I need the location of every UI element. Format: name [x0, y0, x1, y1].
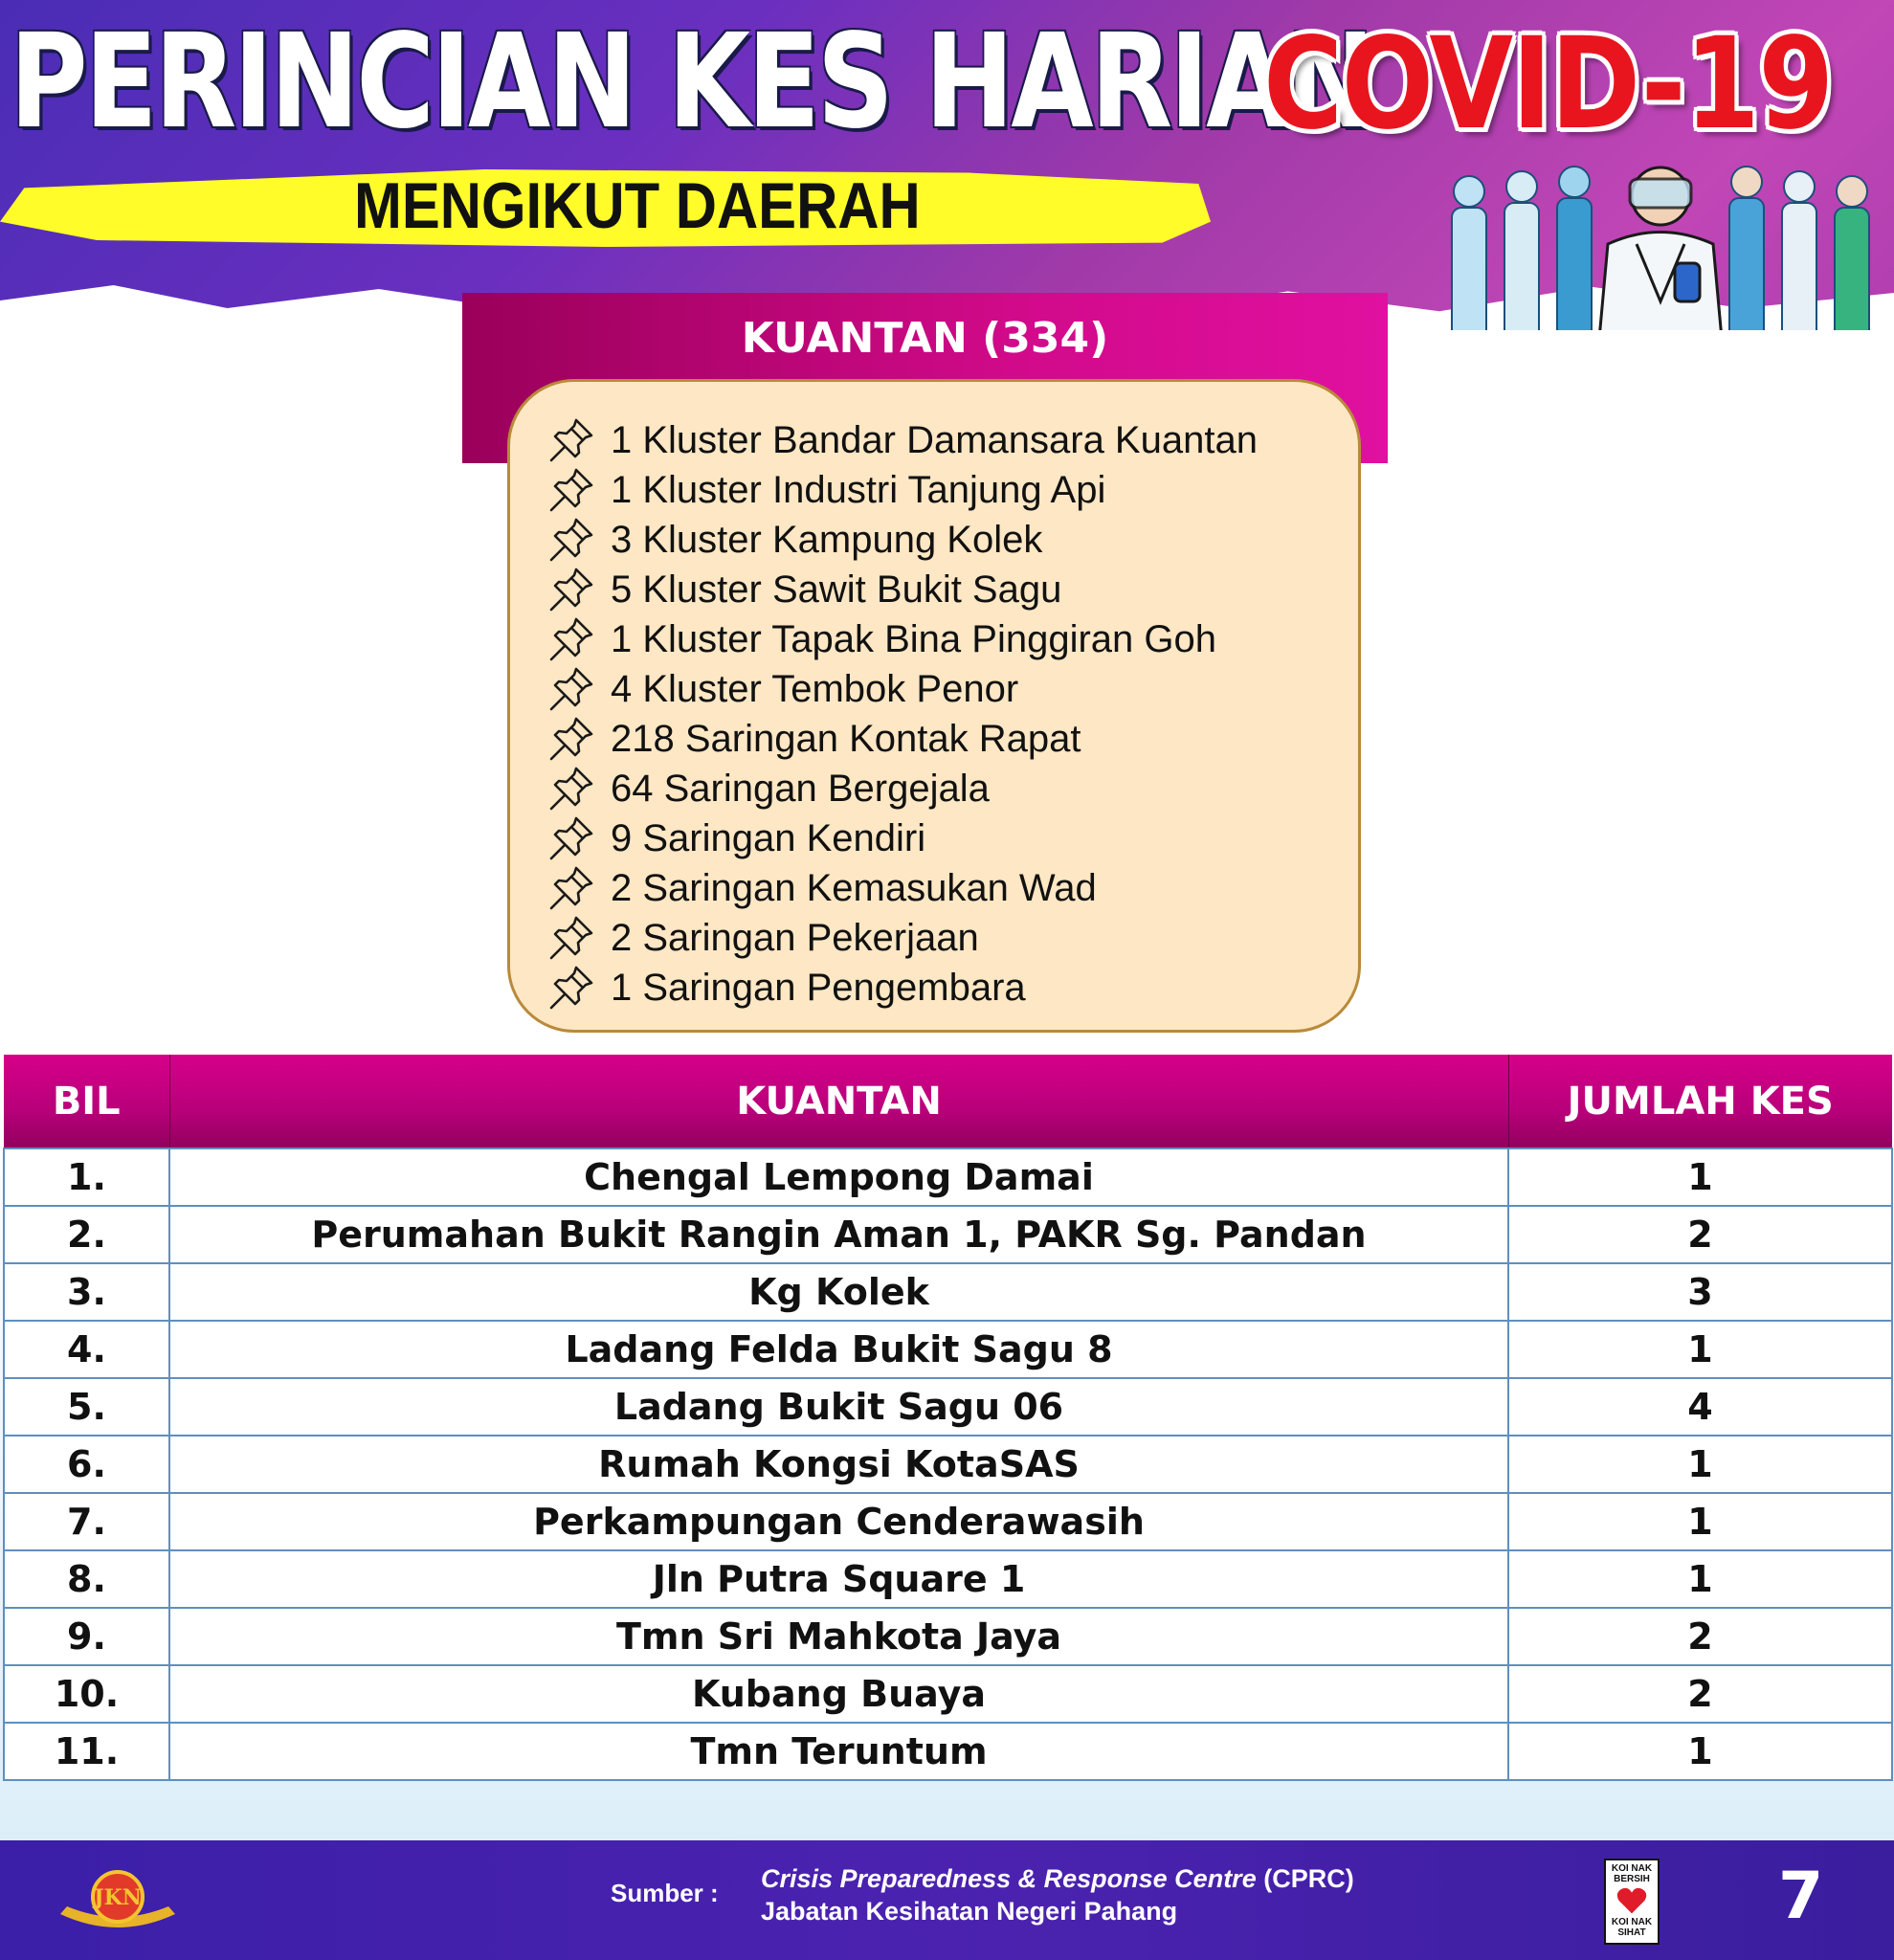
- summary-item: [547, 515, 1258, 565]
- summary-item: [547, 714, 1258, 764]
- summary-item-text: 1 Kluster Industri Tanjung Api: [611, 468, 1106, 511]
- cell-bil: 7.: [4, 1493, 169, 1550]
- pushpin-icon: [547, 964, 595, 1012]
- source-org: [761, 1864, 1354, 1894]
- header-banner: [0, 0, 1894, 330]
- jkn-logo: [56, 1864, 180, 1933]
- page-subtitle: MENGIKUT DAERAH: [354, 169, 921, 242]
- cases-table: [3, 1055, 1893, 1781]
- cell-location: Ladang Bukit Sagu 06: [169, 1378, 1508, 1436]
- cell-location: Perumahan Bukit Rangin Aman 1, PAKR Sg. Pandan: [169, 1206, 1508, 1263]
- covid-title: COVID-19: [1263, 11, 1833, 158]
- cell-location: Kubang Buaya: [169, 1665, 1508, 1723]
- summary-item: [547, 863, 1258, 913]
- source-dept: Jabatan Kesihatan Negeri Pahang: [761, 1897, 1178, 1926]
- summary-item-text: 9 Saringan Kendiri: [611, 816, 926, 859]
- cell-bil: 2.: [4, 1206, 169, 1263]
- cell-location: Ladang Felda Bukit Sagu 8: [169, 1321, 1508, 1378]
- cell-location: Perkampungan Cenderawasih: [169, 1493, 1508, 1550]
- summary-item: [547, 764, 1258, 813]
- cell-bil: 6.: [4, 1436, 169, 1493]
- cell-bil: 8.: [4, 1550, 169, 1608]
- summary-item-text: 5 Kluster Sawit Bukit Sagu: [611, 568, 1062, 611]
- table-row: [4, 1493, 1892, 1550]
- summary-item: [547, 963, 1258, 1013]
- cell-location: Kg Kolek: [169, 1263, 1508, 1321]
- table-row: [4, 1263, 1892, 1321]
- table-row: [4, 1550, 1892, 1608]
- cell-jumlah-kes: 1: [1508, 1493, 1892, 1550]
- cell-bil: 3.: [4, 1263, 169, 1321]
- summary-item: [547, 913, 1258, 963]
- cell-bil: 10.: [4, 1665, 169, 1723]
- table-row: [4, 1206, 1892, 1263]
- pushpin-icon: [547, 814, 595, 862]
- koi-logo-top-text: KOI NAK BERSIH: [1611, 1863, 1653, 1884]
- cell-jumlah-kes: 3: [1508, 1263, 1892, 1321]
- koi-logo-bottom-text: KOI NAK SIHAT: [1611, 1917, 1653, 1938]
- summary-item: [547, 664, 1258, 714]
- summary-item: [547, 614, 1258, 664]
- cell-bil: 1.: [4, 1148, 169, 1206]
- summary-item: [547, 415, 1258, 465]
- summary-item-text: 2 Saringan Kemasukan Wad: [611, 866, 1097, 909]
- cell-jumlah-kes: 1: [1508, 1723, 1892, 1780]
- header-jumlah-kes: JUMLAH KES: [1508, 1055, 1892, 1148]
- summary-item: [547, 465, 1258, 515]
- cell-location: Rumah Kongsi KotaSAS: [169, 1436, 1508, 1493]
- pushpin-icon: [547, 715, 595, 763]
- pushpin-icon: [547, 914, 595, 962]
- summary-item-text: 218 Saringan Kontak Rapat: [611, 717, 1081, 760]
- table-row: [4, 1148, 1892, 1206]
- cell-location: Tmn Teruntum: [169, 1723, 1508, 1780]
- pushpin-icon: [547, 665, 595, 713]
- header-bil: BIL: [4, 1055, 169, 1148]
- table-row: [4, 1378, 1892, 1436]
- pushpin-icon: [547, 516, 595, 564]
- pushpin-icon: [547, 566, 595, 613]
- summary-item: [547, 813, 1258, 863]
- cell-jumlah-kes: 4: [1508, 1378, 1892, 1436]
- pushpin-icon: [547, 416, 595, 464]
- cell-bil: 5.: [4, 1378, 169, 1436]
- summary-item-text: 1 Kluster Bandar Damansara Kuantan: [611, 418, 1258, 461]
- summary-item-text: 2 Saringan Pekerjaan: [611, 916, 979, 959]
- cell-bil: 4.: [4, 1321, 169, 1378]
- cell-location: Chengal Lempong Damai: [169, 1148, 1508, 1206]
- cell-jumlah-kes: 1: [1508, 1321, 1892, 1378]
- table-row: [4, 1436, 1892, 1493]
- cell-bil: 9.: [4, 1608, 169, 1665]
- page-number: 7: [1778, 1859, 1824, 1934]
- koi-nak-sihat-logo: [1604, 1859, 1660, 1945]
- table-row: [4, 1608, 1892, 1665]
- cell-jumlah-kes: 2: [1508, 1608, 1892, 1665]
- summary-item-text: 1 Kluster Tapak Bina Pinggiran Goh: [611, 617, 1216, 660]
- pushpin-icon: [547, 466, 595, 514]
- heart-icon: [1615, 1886, 1648, 1915]
- cell-jumlah-kes: 2: [1508, 1206, 1892, 1263]
- cell-bil: 11.: [4, 1723, 169, 1780]
- cell-jumlah-kes: 1: [1508, 1436, 1892, 1493]
- cell-jumlah-kes: 2: [1508, 1665, 1892, 1723]
- table-header-row: [4, 1055, 1892, 1148]
- page-title: PERINCIAN KES HARIAN: [10, 7, 1372, 158]
- summary-item-text: 1 Saringan Pengembara: [611, 966, 1026, 1009]
- pushpin-icon: [547, 615, 595, 663]
- cell-location: Jln Putra Square 1: [169, 1550, 1508, 1608]
- summary-item-text: 4 Kluster Tembok Penor: [611, 667, 1019, 710]
- source-org-name: Crisis Preparedness & Response Centre: [761, 1864, 1257, 1893]
- table-row: [4, 1665, 1892, 1723]
- summary-item-text: 64 Saringan Bergejala: [611, 767, 990, 810]
- cell-jumlah-kes: 1: [1508, 1550, 1892, 1608]
- source-org-abbr: (CPRC): [1256, 1864, 1354, 1893]
- summary-item: [547, 565, 1258, 614]
- summary-list: [547, 415, 1258, 1013]
- jkn-logo-text: JKN: [94, 1885, 142, 1910]
- cell-location: Tmn Sri Mahkota Jaya: [169, 1608, 1508, 1665]
- district-title: KUANTAN (334): [741, 314, 1109, 363]
- pushpin-icon: [547, 765, 595, 813]
- header-district: KUANTAN: [169, 1055, 1508, 1148]
- source-label: Sumber :: [611, 1879, 719, 1907]
- summary-item-text: 3 Kluster Kampung Kolek: [611, 518, 1043, 561]
- pushpin-icon: [547, 864, 595, 912]
- table-row: [4, 1723, 1892, 1780]
- cell-jumlah-kes: 1: [1508, 1148, 1892, 1206]
- healthcare-workers-illustration: [1431, 158, 1890, 330]
- table-row: [4, 1321, 1892, 1378]
